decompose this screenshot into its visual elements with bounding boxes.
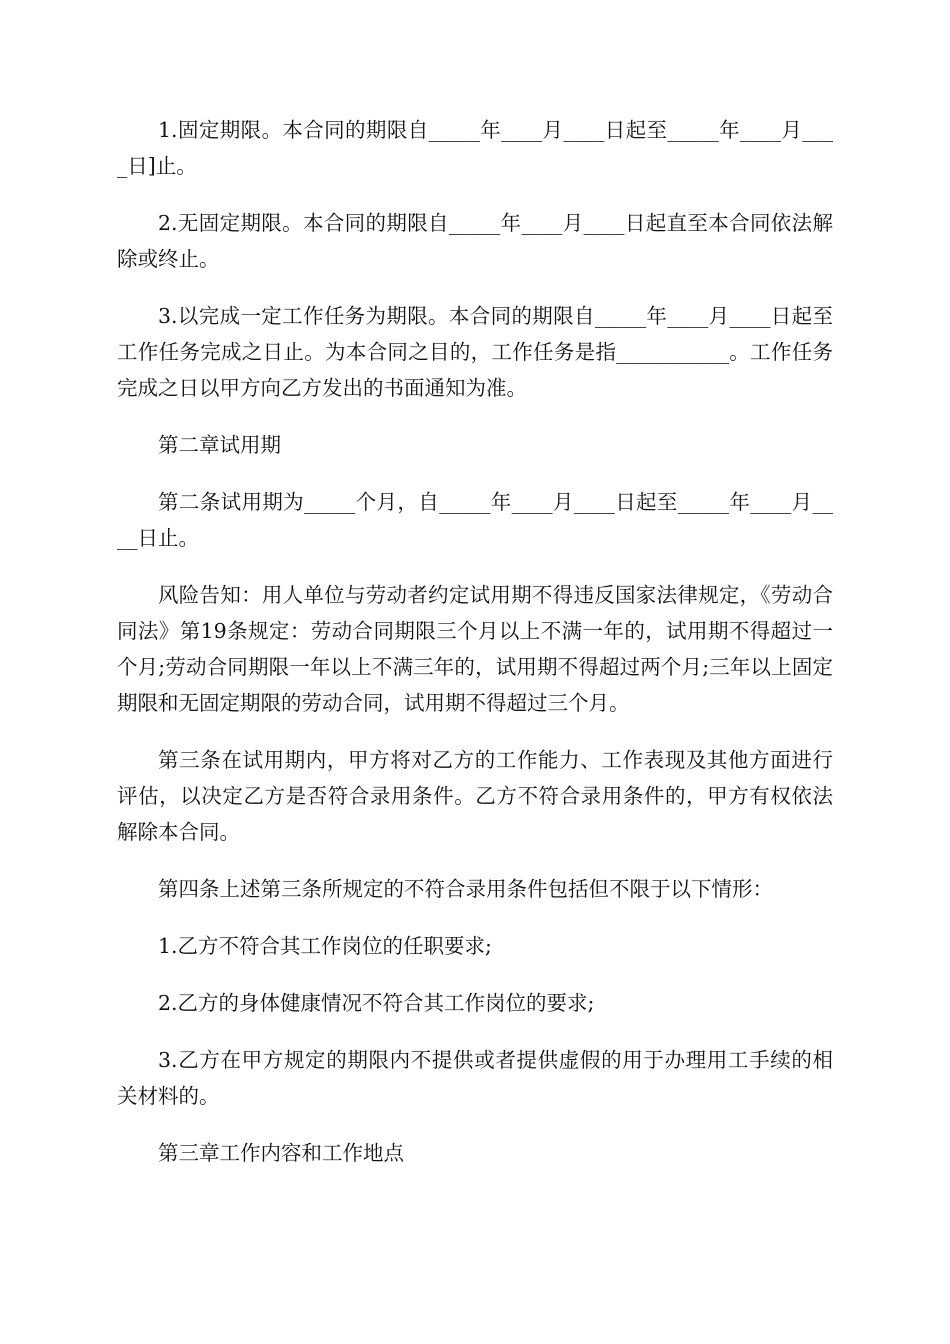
clause-task-term: 3.以完成一定工作任务为期限。本合同的期限自_____年____月____日起至工作任务完成之日止。为本合同之目的，工作任务是指___________。工作任务完成之日以甲方向乙方发出的书面通知为准。: [117, 304, 833, 400]
article-2-probation: 第二条试用期为_____个月，自_____年____月____日起至_____年____月____日止。: [117, 490, 833, 550]
article-3-evaluation: 第三条在试用期内，甲方将对乙方的工作能力、工作表现及其他方面进行评估，以决定乙方是否符合录用条件。乙方不符合录用条件的，甲方有权依法解除本合同。: [117, 748, 833, 844]
clause-open-term: 2.无固定期限。本合同的期限自_____年____月____日起直至本合同依法解除或终止。: [117, 211, 833, 271]
condition-item-2: 2.乙方的身体健康情况不符合其工作岗位的要求;: [158, 991, 595, 1015]
chapter-3-heading: 第三章工作内容和工作地点: [158, 1141, 404, 1165]
condition-item-3: 3.乙方在甲方规定的期限内不提供或者提供虚假的用于办理用工手续的相关材料的。: [117, 1048, 833, 1108]
condition-item-1: 1.乙方不符合其工作岗位的任职要求;: [158, 934, 492, 958]
chapter-2-heading: 第二章试用期: [158, 433, 281, 457]
clause-fixed-term: 1.固定期限。本合同的期限自_____年____月____日起至_____年____月____日]止。: [117, 118, 833, 178]
document-page: [117, 112, 833, 1192]
risk-notice: 风险告知：用人单位与劳动者约定试用期不得违反国家法律规定，《劳动合同法》第19条规定：劳动合同期限三个月以上不满一年的，试用期不得超过一个月;劳动合同期限一年以上不满三年的，试用期不得超过两个月;三年以上固定期限和无固定期限的劳动合同，试用期不得超过三个月。: [117, 583, 833, 715]
article-4-conditions: 第四条上述第三条所规定的不符合录用条件包括但不限于以下情形：: [158, 877, 773, 901]
